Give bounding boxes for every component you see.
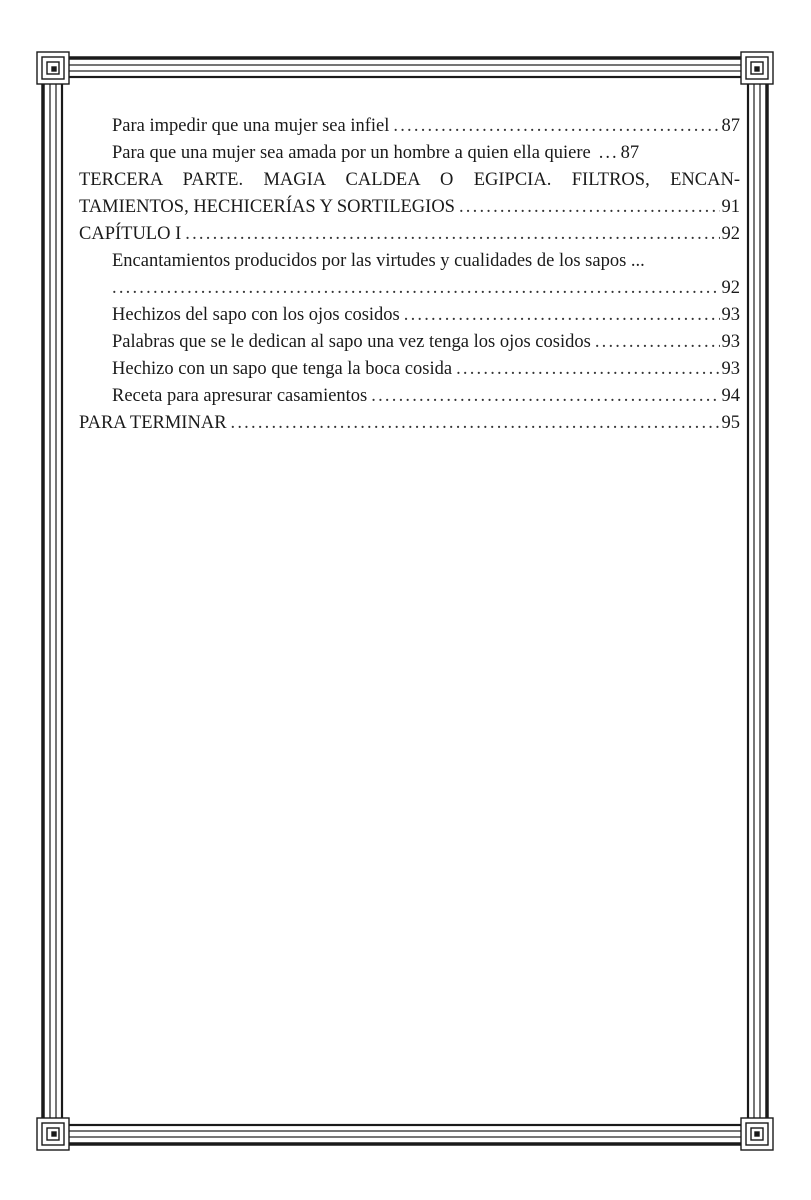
toc-entry-page: 94 bbox=[721, 386, 740, 406]
toc-entry bbox=[79, 383, 740, 410]
toc-entry-page: 93 bbox=[721, 359, 740, 379]
toc-entry-title: Hechizo con un sapo que tenga la boca cosida bbox=[112, 359, 453, 379]
dot-leader bbox=[371, 383, 719, 410]
toc-entry-page: 95 bbox=[721, 413, 740, 433]
toc-entry bbox=[79, 248, 740, 275]
toc-entry bbox=[79, 356, 740, 383]
toc-entry bbox=[79, 302, 740, 329]
dot-leader bbox=[393, 113, 719, 140]
toc-entry-title: Encantamientos producidos por las virtudes y cualidades de los sapos ... bbox=[112, 251, 645, 271]
toc-entry-title: TERCERA PARTE. MAGIA CALDEA O EGIPCIA. FILTROS, ENCAN- bbox=[79, 170, 740, 190]
toc-entry-title: PARA TERMINAR bbox=[79, 413, 227, 433]
toc-entry bbox=[79, 410, 740, 437]
toc-entry bbox=[79, 221, 740, 248]
toc-entry-title: CAPÍTULO I bbox=[79, 224, 182, 244]
toc-entry-page: 91 bbox=[721, 197, 740, 217]
dot-leader bbox=[456, 356, 719, 383]
dot-leader bbox=[595, 329, 720, 356]
toc-entry-page: 92 bbox=[721, 224, 740, 244]
toc-entry-title: Receta para apresurar casamientos bbox=[112, 386, 368, 406]
dot-leader bbox=[185, 221, 719, 248]
toc-entry bbox=[79, 194, 740, 221]
dot-leader: ... bbox=[598, 143, 619, 163]
toc-entry-title: Para que una mujer sea amada por un hombre a quien ella quiere bbox=[112, 143, 591, 163]
toc-entry bbox=[79, 329, 740, 356]
toc-entry-title: Palabras que se le dedican al sapo una vez tenga los ojos cosidos bbox=[112, 332, 591, 352]
toc-entry-page: 93 bbox=[721, 305, 740, 325]
toc-entry-title: TAMIENTOS, HECHICERÍAS Y SORTILEGIOS bbox=[79, 197, 455, 217]
toc-entry-page: 87 bbox=[721, 116, 740, 136]
dot-leader bbox=[112, 275, 720, 302]
dot-leader bbox=[459, 194, 720, 221]
toc-entry bbox=[79, 275, 740, 302]
toc-entry-page: 93 bbox=[721, 332, 740, 352]
toc-entry bbox=[79, 167, 740, 194]
toc-entry-page: 92 bbox=[721, 278, 740, 298]
toc-entry-title: Hechizos del sapo con los ojos cosidos bbox=[112, 305, 400, 325]
dot-leader bbox=[404, 302, 720, 329]
toc-entry-title: Para impedir que una mujer sea infiel bbox=[112, 116, 390, 136]
toc-entry-page: 87 bbox=[620, 143, 640, 163]
toc-entry bbox=[79, 113, 740, 140]
dot-leader bbox=[231, 410, 720, 437]
table-of-contents bbox=[79, 113, 740, 437]
toc-entry bbox=[79, 140, 740, 167]
